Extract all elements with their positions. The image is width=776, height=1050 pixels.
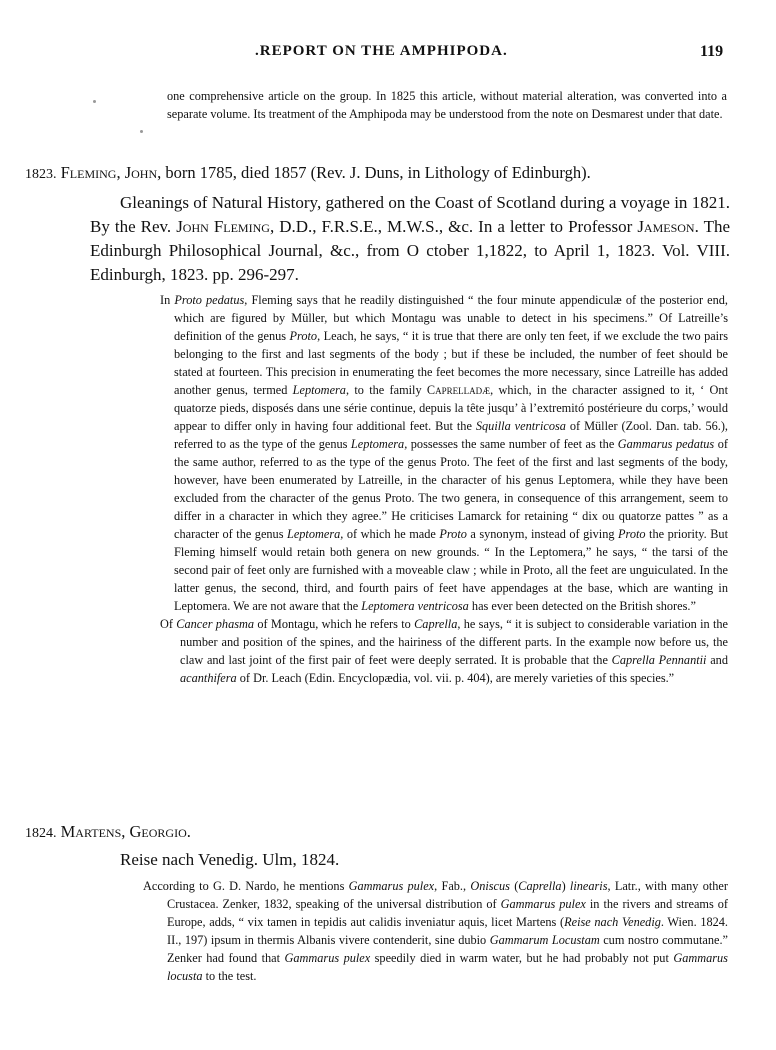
entry-author: Fleming, John, — [60, 163, 162, 182]
title-text: Reise nach Venedig. Ulm, 1824. — [120, 850, 340, 869]
scan-speck — [93, 100, 96, 103]
entry-life: born 1785, died 1857 (Rev. J. Duns, in Lithology of Edinburgh). — [165, 163, 591, 182]
martens-notes — [143, 877, 728, 985]
running-header — [0, 43, 776, 65]
martens-entry-heading — [25, 822, 745, 842]
fleming-entry-heading — [25, 163, 745, 183]
running-title: .REPORT ON THE AMPHIPODA. — [255, 43, 508, 59]
entry-year: 1824. — [25, 826, 57, 841]
title-text: . The Edinburgh Philosophical Journal, &c., from O ctober 1,1822, to April 1, 1823. Vol. VIII. Edinburgh, 1823. pp. 296-297. — [90, 217, 730, 284]
page-number: 119 — [700, 43, 724, 60]
martens-title — [120, 848, 720, 872]
fleming-note-caprella: Of Cancer phasma of Montagu, which he refers to Caprella, he says, “ it is subject to considerable variation in the number and position of the spines, and the hairiness of the different parts. In the example now before us, the claw and last joint of the first pair of feet were deeply serrated. It is probable that the Caprella Pennantii and acanthifera of Dr. Leach (Edin. Encyclopædia, vol. vii. p. 404), are merely varieties of this species.” — [160, 617, 728, 685]
intro-paragraph — [167, 87, 727, 123]
fleming-notes — [140, 291, 728, 687]
title-author-name: John Fleming — [176, 217, 270, 236]
martens-note: According to G. D. Nardo, he mentions Gammarus pulex, Fab., Oniscus (Caprella) linearis, Latr., with many other Crustacea. Zenker, 1832, speaking of the universal distribution of Gammarus pulex in the rivers and streams of Europe, adds, “ vix tamen in tepidis aut calidis inveniatur aquis, licet Martens (Reise nach Venedig. Wien. 1824. II., 197) ipsum in thermis Albanis vivere contenderit, sine dubio Gammarum Locustam cum nostro commutane.” Zenker had found that Gammarus pulex speedily died in warm water, but he had probably not put Gammarus locusta to the test. — [143, 879, 729, 983]
entry-year: 1823. — [25, 167, 57, 182]
scan-speck — [140, 130, 143, 133]
title-text: , D.D., F.R.S.E., M.W.S., &c. In a letter to Professor — [269, 217, 638, 236]
entry-author: Martens, Georgio. — [60, 822, 191, 841]
fleming-title — [90, 191, 730, 287]
fleming-note-proto: In Proto pedatus, Fleming says that he readily distinguished “ the four minute appendiculæ of the posterior end, which are figured by Müller, but which Montagu was unable to detect in his specimens.” Of Latreille’s definition of the genus Proto, Leach, he says, “ it is true that there are only ten feet, if we exclude the two pairs belonging to the first and last segments of the body ; but if these be included, the number of feet should be stated at fourteen. This precision in enumerating the feet becomes the more necessary, since Latreille has added another genus, termed Leptomera, to the family Caprelladæ, which, in the character assigned to it, ‘ Ont quatorze pieds, disposés dans une série continue, depuis la tête jusqu’ à l’extremitó postérieure du corps,’ would appear to differ only in having four additional feet. But the Squilla ventricosa of Müller (Zool. Dan. tab. 56.), referred to as the type of the genus Leptomera, possesses the same number of feet as the Gammarus pedatus of the same author, referred to as the type of the genus Proto. The feet of the first and last segments of the body, however, have been enumerated by Latreille, in the character of his genus Leptomera, while they have been excluded from the character of the genus Proto. The two genera, in consequence of this arrangement, seem to differ in a character in which they agree.” He criticises Lamarck for retaining “ dix ou quatorze pattes ” as a character of the genus Leptomera, of which he made Proto a synonym, instead of giving Proto the priority. But Fleming himself would retain both genera on new grounds. “ In the Leptomera,” he says, “ the tarsi of the second pair of feet only are furnished with a moveable claw ; while in Proto, all the feet are unguiculated. In the latter genus, the second, third, and fourth pairs of feet have appendages at the base, which are wanting in Leptomera. We are not aware that the Leptomera ventricosa has ever been detected on the British shores.” — [160, 293, 728, 613]
title-text: Gleanings of Natural History, gathered on the Coast of Scotland during a voyage in 1821. By the Rev. — [90, 193, 730, 236]
intro-text: one comprehensive article on the group. In 1825 this article, without material alteration, was converted into a separate volume. Its treatment of the Amphipoda may be understood from the note on Desmarest under that date. — [167, 89, 727, 121]
title-professor: Jameson — [637, 217, 695, 236]
